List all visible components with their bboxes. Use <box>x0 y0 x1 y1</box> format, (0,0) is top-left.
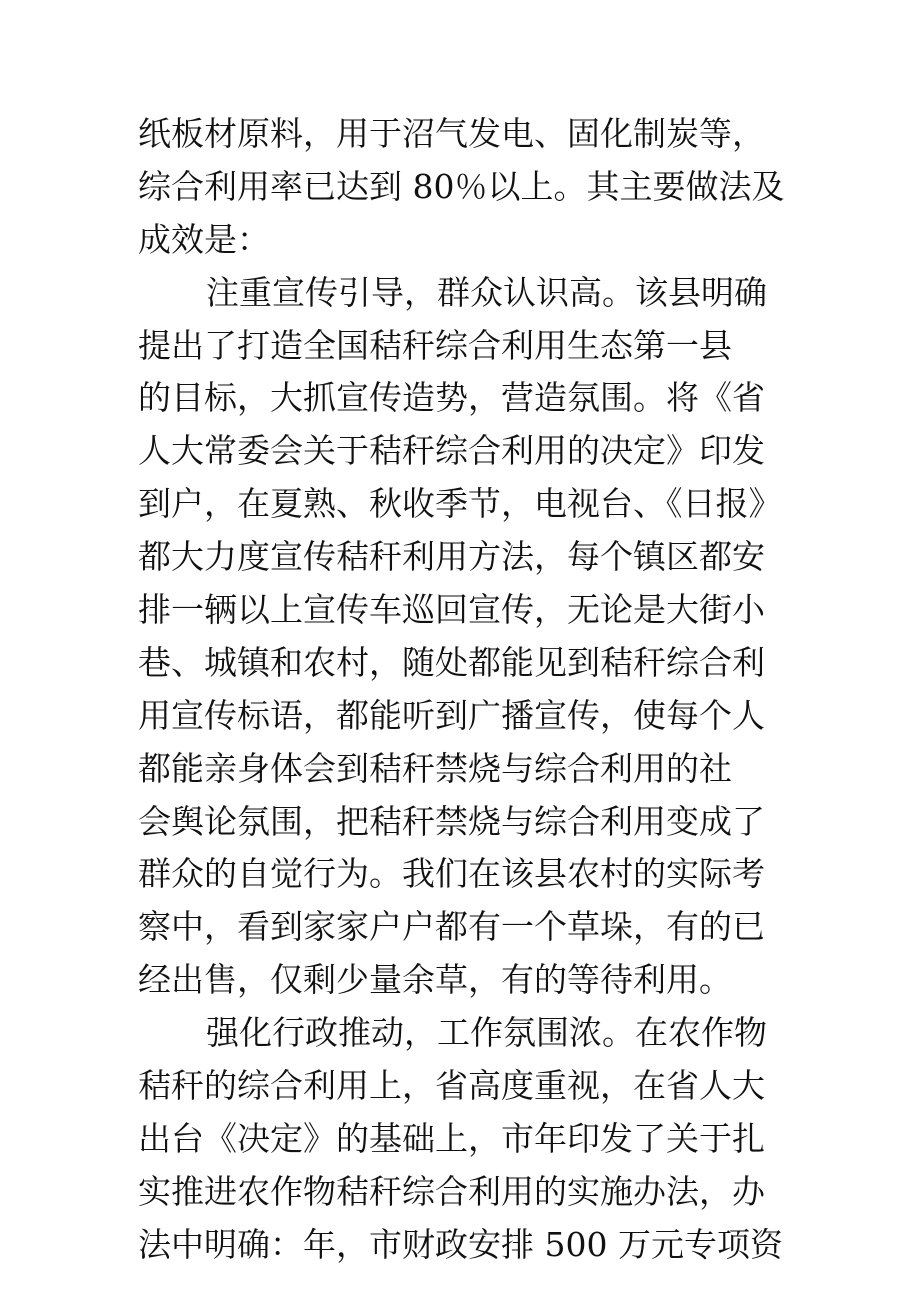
text-line: 排一辆以上宣传车巡回宣传，无论是大街小 <box>138 590 765 630</box>
text-line: 人大常委会关于秸秆综合利用的决定》印发 <box>138 431 765 471</box>
paragraph-first-line: 强化行政推动，工作氛围浓。在农作物 <box>206 1013 767 1053</box>
text-line: 秸秆的综合利用上，省高度重视，在省人大 <box>138 1066 765 1106</box>
text-line: 纸板材原料，用于沼气发电、固化制炭等， <box>138 114 765 153</box>
text-line: 经出售，仅剩少量余草，有的等待利用。 <box>138 960 732 1000</box>
text-line: 法中明确：年，市财政安排 500 万元专项资 <box>138 1224 783 1264</box>
text-line: 用宣传标语，都能听到广播宣传，使每个人 <box>138 695 765 735</box>
text-line: 综合利用率已达到 80％以上。其主要做法及 <box>138 166 785 206</box>
text-line: 都大力度宣传秸秆利用方法，每个镇区都安 <box>138 537 765 577</box>
text-line: 群众的自觉行为。我们在该县农村的实际考 <box>138 854 765 894</box>
text-line: 出台《决定》的基础上，市年印发了关于扎 <box>138 1118 765 1158</box>
text-line: 都能亲身体会到秸秆禁烧与综合利用的社 <box>138 748 732 788</box>
body-text <box>138 108 810 1272</box>
text-line: 到户，在夏熟、秋收季节，电视台、《日报》 <box>138 484 782 524</box>
text-line: 实推进农作物秸秆综合利用的实施办法，办 <box>138 1171 765 1211</box>
text-line: 察中，看到家家户户都有一个草垛，有的已 <box>138 907 765 947</box>
text-line: 的目标，大抓宣传造势，营造氛围。将《省 <box>138 378 765 418</box>
text-line: 巷、城镇和农村，随处都能见到秸秆综合利 <box>138 642 765 682</box>
text-line: 提出了打造全国秸秆综合利用生态第一县 <box>138 325 732 365</box>
text-line: 会舆论氛围，把秸秆禁烧与综合利用变成了 <box>138 801 765 841</box>
text-line: 成效是： <box>138 219 270 259</box>
paragraph-first-line: 注重宣传引导，群众认识高。该县明确 <box>206 272 767 312</box>
